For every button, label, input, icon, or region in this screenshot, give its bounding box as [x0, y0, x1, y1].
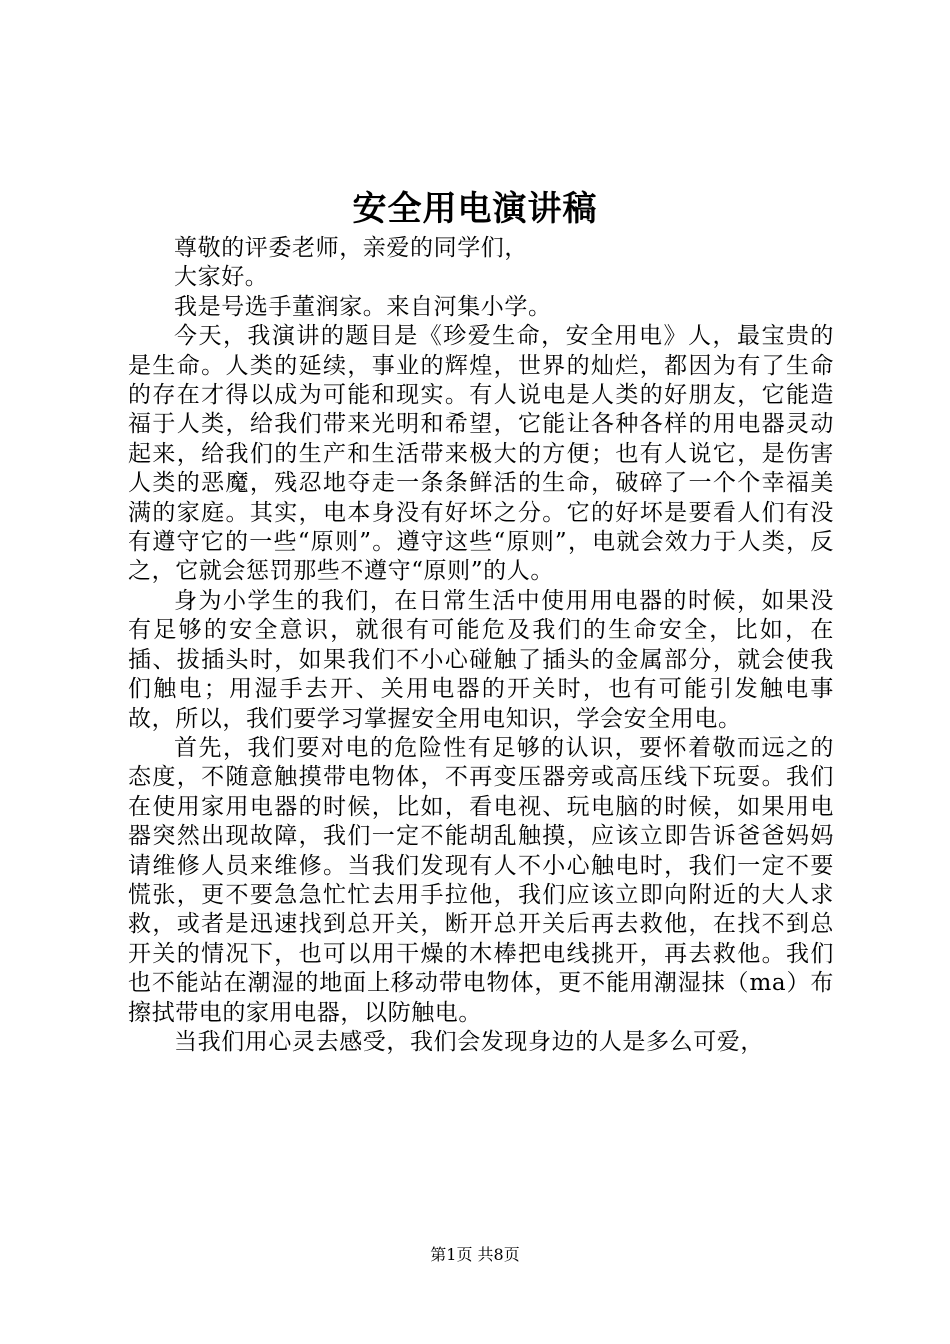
paragraph-greeting: 尊敬的评委老师，亲爱的同学们，	[174, 235, 528, 261]
paragraph-introduction: 我是号选手董润家。来自河集小学。	[174, 293, 552, 320]
paragraph-continuation: 当我们用心灵去感受，我们会发现身边的人是多么可爱，	[174, 1028, 764, 1055]
document-body	[128, 234, 834, 1057]
paragraph-topic: 今天，我演讲的题目是《珍爱生命，安全用电》人，最宝贵的是生命。人类的延续，事业的辉煌，世界的灿烂，都因为有了生命的存在才得以成为可能和现实。有人说电是人类的好朋友，它能造福于人类，给我们带来光明和希望，它能让各种各样的用电器灵动起来，给我们的生产和生活带来极大的方便；也有人说它，是伤害人类的恶魔，残忍地夺走一条条鲜活的生命，破碎了一个个幸福美满的家庭。其实，电本身没有好坏之分。它的好坏是要看人们有没有遵守它的一些“原则”。遵守这些“原则”，电就会效力于人类，反之，它就会惩罚那些不遵守“原则”的人。	[128, 323, 834, 585]
paragraph-hello: 大家好。	[174, 264, 269, 291]
paragraph-first: 首先，我们要对电的危险性有足够的认识，要怀着敬而远之的态度，不随意触摸带电物体，不再变压器旁或高压线下玩耍。我们在使用家用电器的时候，比如，看电视、玩电脑的时候，如果用电器突然出现故障，我们一定不能胡乱触摸，应该立即告诉爸爸妈妈请维修人员来维修。当我们发现有人不小心触电时，我们一定不要慌张，更不要急急忙忙去用手拉他，我们应该立即向附近的大人求救，或者是迅速找到总开关，断开总开关后再去救他，在找不到总开关的情况下，也可以用干燥的木棒把电线挑开，再去救他。我们也不能站在潮湿的地面上移动带电物体，更不能用潮湿抹（ma）布擦拭带电的家用电器，以防触电。	[128, 734, 834, 1026]
paragraph-students: 身为小学生的我们，在日常生活中使用用电器的时候，如果没有足够的安全意识，就很有可能危及我们的生命安全，比如，在插、拔插头时，如果我们不小心碰触了插头的金属部分，就会使我们触电；用湿手去开、关用电器的开关时，也有可能引发触电事故，所以，我们要学习掌握安全用电知识，学会安全用电。	[128, 587, 834, 732]
page-footer: 第1页 共8页	[430, 1245, 520, 1264]
document-title: 安全用电演讲稿	[352, 189, 598, 229]
